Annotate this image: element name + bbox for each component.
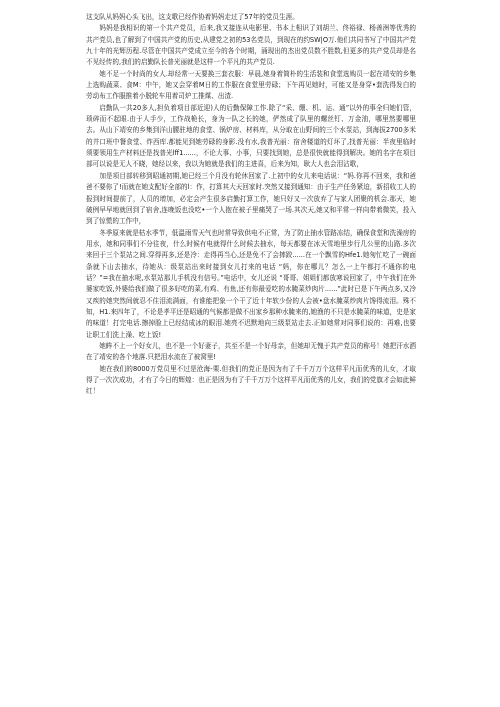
paragraph-3: 她不足一个时尚的女人.却经常一天要换三套衣服：早晨,她身着简朴的生活装和食堂选购员一起在靖安的乡集上选购蔬菜、食M：中午，她又会穿着M日的工作服在食堂里劳碌；下午再见她时，可能又是身穿•套洗得发白的劳动布工作服推着小脱轮车用着司炉工推煤、出渣. [86,69,416,101]
document-body [86,12,416,398]
paragraph-2: 妈妈是我相识的第一个共产党员，后来,我又接连从电影里、书本上相识了刘胡兰、佟裕禄、杨善洲等优秀的共产党员,也了解到了中国共产党的历史,从建党之初的53名党员，到现在的约SW|O万.他们共同书写了中国共产党九十年的光辉历程.尽管在中国共产党成立至今的各个时期，涌现出的杰出党员数不胜数,但更多的共产党员却是名不见经传的,我们的启勤队长普光丽就是这样一个平凡的共产党员. [86,24,416,67]
paragraph-8: 她在我们的8000万党员里不过是沧海-栗.但我们的党正是因为有了千千万万个这样平凡而优秀的儿女，才取得了一次次成功，才有了今日的辉煌：也正是因为有了千千万万个这样平凡而优秀的儿女，我们的党旗才会如此鲜红！ [86,364,416,396]
paragraph-7: 她眸不上一个好女儿，也不是一个好妻子，共至不是一个好母亲，但她却无愧于共产党员的称号！她把汗水洒在了靖安的各个地落.只把泪水流在了被窝里! [86,341,416,362]
paragraph-1: 这支队从妈妈心头飞出，这支歌已经作协着妈妈走过了57年的党员生涯。 [86,13,299,21]
paragraph-5: 加是项目部转移到昭通初期,她已经三个月没有轮休回家了.上初中的女儿来电话说：“妈.你再不回来，我和爸爸不要你了!而就在她支配好全部的l：作，打算其大天回家时.突然又接到通知：由于生产任务紧迫，新招收工人的报到时间提前了，人员的增加，必定会产生很多启勤打算工作，她只好又一次放弃了与家人团聚的机会.那天，她破例早早地就回到了宿舍,连晚饭也没吃•一个人抱在被子里痛哭了一场.其次天,她又和平常一样向带着微笑，投入到了惊慌的工作中， [86,171,416,226]
paragraph-4: 启勤队一共20多人,担负着项目部近迎)人的后勤保障工作.除了“采、绷、机、运、通”以外的事全归她们管，琐碎而不起眼.由于人手少，工作战桅长，身为一队之长的她，俨然成了队里的螺丝钉、万金油，哪里然要哪里去。从山下靖安的乡集到洋山腰驻地的食堂、锅炉房、材料库，从分取在山野间的三个水泵站，到海拔2700多米的井口班中餐食堂、炸西库.都能见到她劳碌的身影.没有水,我普光丽：宿舍楼道的灯坏了,找普光丽：半夜里临时须要领用生产材料还是找普光lff1......，不论大事、小事，只要找到她，总是很快就能得到解决。她的名字在项目部可以说是无人不晓，她经以来，我以为她就是我们的主进喜，后来为知，耿大人也会泪沾歌， [86,103,416,169]
paragraph-6: 冬季原来就是枯水季节，低温雨雪天气也时常导致供电不正常，为了防止抽水管路冻结，确保食堂和洗澡房的用水，她和同事们不分往夜，什么时候有电就得什么时候去抽水，每天都要在冰天雪地里步行几公里的山路.多次来回于三个泵站之间.穿得再多,还是冷：走得再当心,还是免不了会摔跤......在一个飘雪的Hfe1.她匆忙吃了一碗面条就下山去抽水，待她从：级泵站出来时接到女儿打来的电话 “妈，你在哪儿？怎么一上午都打不通你的电话？”=我在抽水呢,水泵站那儿手机没有信号。”电话中，女儿还说 “哥哥、姐姐们都放寒说回家了，中午我们在外婆家吃饭,外婆给我们做了很多好吃的菜,有鸡、有鱼,还有你最爱吃的水腌菜炒肉片......”此时已是下午两点多,又冷又疾的她突然间就忍不住泪流满面，有谁能把象一个干了近十年软少份的人会被•盘水腌菜炒肉片馋得流泪。殊不知，H1.来四年了，不论是孝平还是昭通的气候都是做不出家乡那种水腌来的,她渔的不只是水腌菜的味道，史是家的味道！打完电话.擦掉脸上已经结成冰的眼泪.她亮不迟默地向三级泵站走去.正如她常对同事们说的：再难,也要让职工们洗上澡、吃上饭! [86,228,416,339]
